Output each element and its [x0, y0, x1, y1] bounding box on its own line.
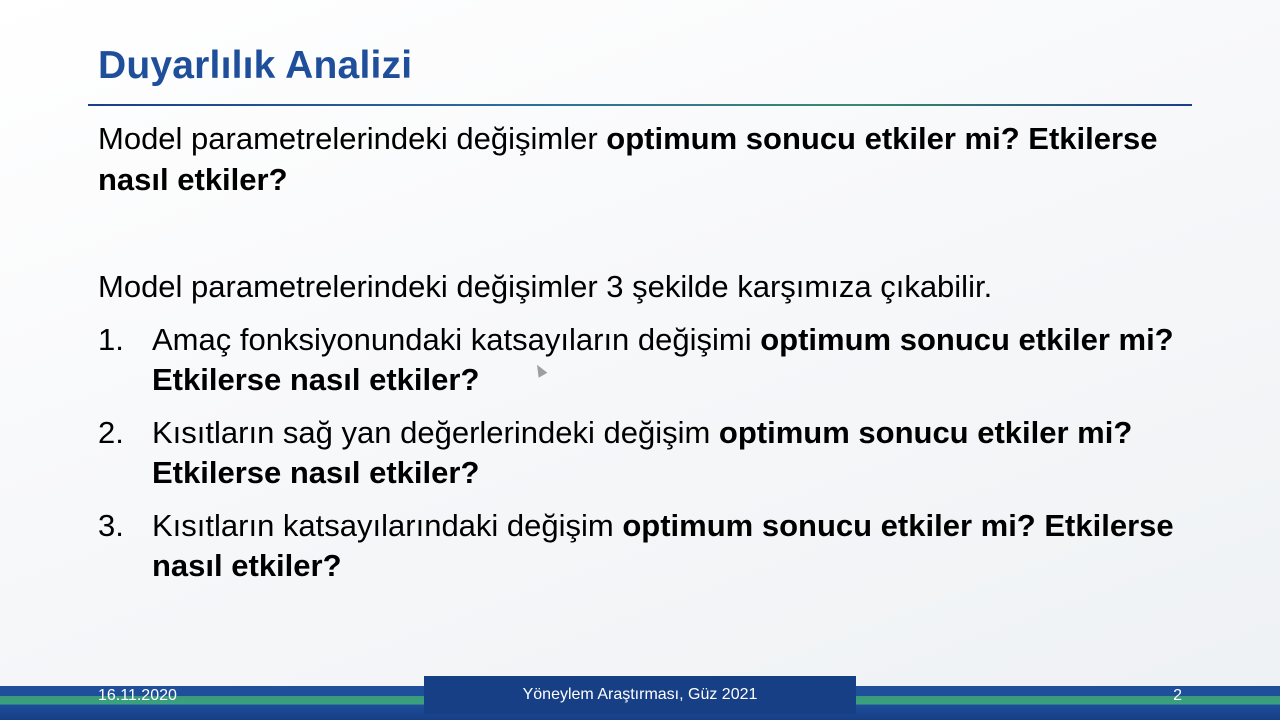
list-item-text: [152, 506, 1198, 586]
list-item-normal-text: Kısıtların sağ yan değerlerindeki değişim: [152, 415, 719, 450]
numbered-list: [98, 320, 1198, 599]
footer-course: Yöneylem Araştırması, Güz 2021: [424, 676, 856, 714]
lead-paragraph: Model parametrelerindeki değişimler 3 şekilde karşımıza çıkabilir.: [98, 269, 993, 304]
list-item-number: 2.: [98, 415, 124, 450]
list-item: [98, 506, 1198, 586]
list-item: [98, 320, 1198, 400]
list-item-bold-text: optimum sonucu etkiler mi? Etkilerse nasıl etkiler?: [152, 508, 1174, 583]
list-item-bold-text: optimum sonucu etkiler mi? Etkilerse nasıl etkiler?: [152, 322, 1174, 397]
intro-paragraph: [98, 118, 1198, 200]
footer-date: 16.11.2020: [98, 687, 177, 704]
list-item-bold-text: optimum sonucu etkiler mi? Etkilerse nasıl etkiler?: [152, 415, 1133, 490]
slide-title: Duyarlılık Analizi: [98, 44, 413, 87]
list-item-text: [152, 413, 1198, 493]
list-item-normal-text: Amaç fonksiyonundaki katsayıların değişimi: [152, 322, 761, 357]
list-item-normal-text: Kısıtların katsayılarındaki değişim: [152, 508, 623, 543]
intro-text: Model parametrelerindeki değişimler: [98, 121, 607, 156]
title-underline: [88, 104, 1192, 106]
list-item-number: 3.: [98, 508, 124, 543]
list-item-number: 1.: [98, 322, 124, 357]
list-item: [98, 413, 1198, 493]
intro-bold-text: optimum sonucu etkiler mi? Etkilerse nasıl etkiler?: [98, 121, 1158, 197]
list-item-text: [152, 320, 1198, 400]
footer-page-number: 2: [1173, 687, 1182, 704]
